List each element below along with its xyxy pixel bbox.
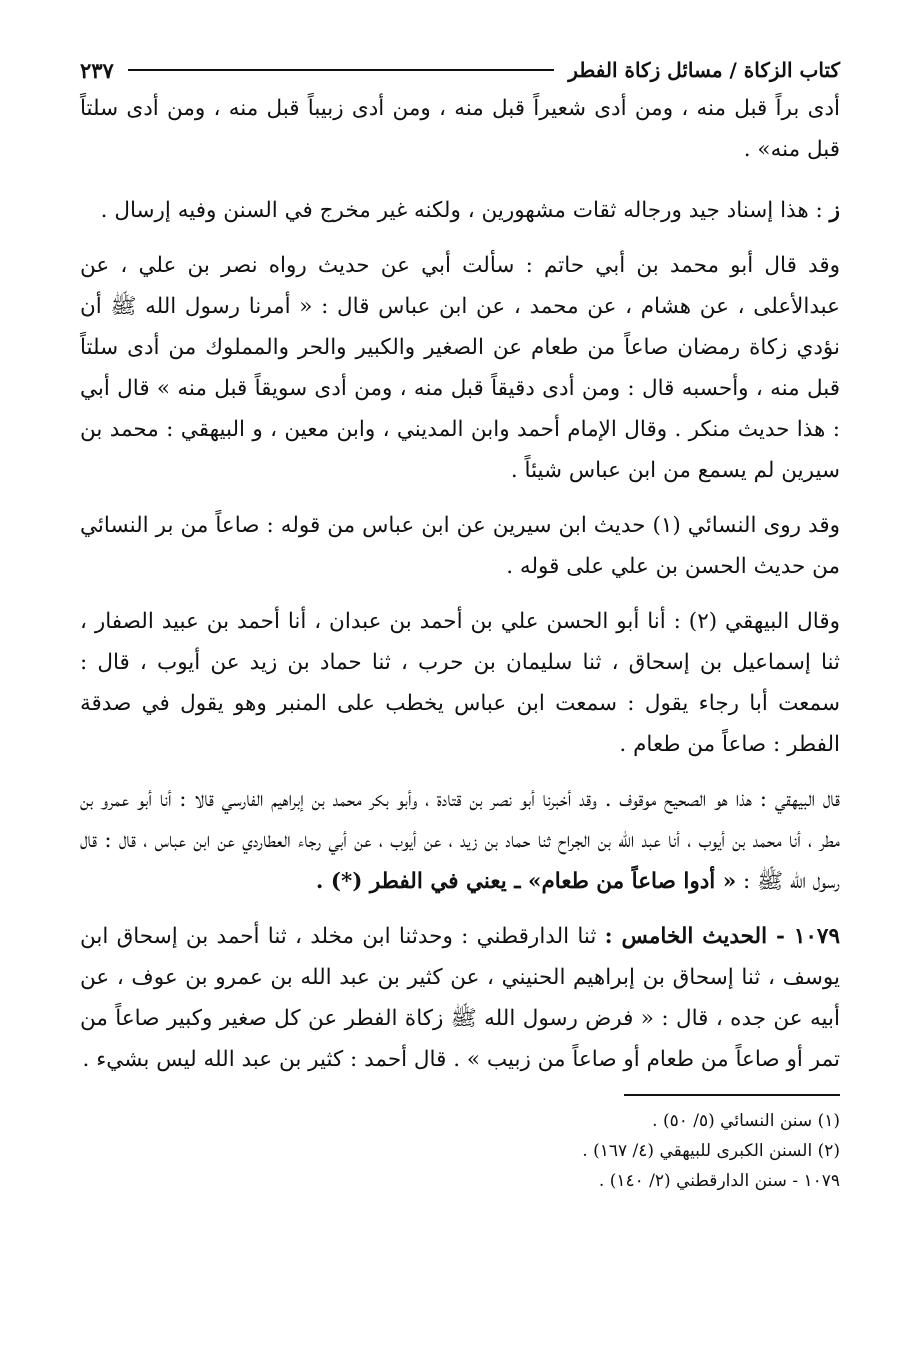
paragraph-bayhaqi-mawquf bbox=[80, 779, 840, 902]
paragraph-abu-hatim: وقد قال أبو محمد بن أبي حاتم : سألت أبي عن حديث رواه نصر بن علي ، عن عبدالأعلى ، عن هشام ، عن محمد ، عن ابن عباس قال : « أمرنا رسول الله ﷺ أن نؤدي زكاة رمضان صاعاً من طعام عن الصغير والكبير والحر والمملوك من أدى سلتاً قبل منه ، وأحسبه قال : ومن أدى دقيقاً قبل منه ، ومن أدى سويقاً قبل منه » قال أبي : هذا حديث منكر . وقال الإمام أحمد وابن المديني ، وابن معين ، و البيهقي : محمد بن سيرين لم يسمع من ابن عباس شيئاً . bbox=[80, 253, 840, 483]
hadith-text: ثنا الدارقطني : وحدثنا ابن مخلد ، ثنا أحمد بن إسحاق ابن يوسف ، ثنا إسحاق بن إبراهيم الحنيني ، عن كثير بن عبد الله بن عمرو بن عوف ، عن أبيه عن جده ، قال : « فرض رسول الله ﷺ زكاة الفطر عن كل صغير وكبير صاعاً من تمر أو صاعاً من طعام أو صاعاً من زبيب » . قال أحمد : كثير بن عبد الله ليس بشيء . bbox=[80, 924, 840, 1072]
footnote-1: (١) سنن النسائي (٥/ ٥٠) . bbox=[652, 1111, 840, 1131]
footnote-2: (٢) السنن الكبرى للبيهقي (٤/ ١٦٧) . bbox=[582, 1141, 840, 1161]
hadith-label: ١٠٧٩ - الحديث الخامس : bbox=[604, 924, 841, 949]
header-rule bbox=[128, 69, 554, 71]
bayhaqi-text: قال البيهقي : هذا هو الصحيح موقوف . وقد أخبرنا أبو نصر بن قتادة ، وأبو بكر محمد بن إبراهيم الفارسي قالا : أنا أبو عمرو بن مطر ، أنا محمد بن أيوب ، أنا عبد الله بن الجراح ثنا حماد بن زيد ، عن أيوب ، عن أبي رجاء العطاردي عن ابن عباس ، قال : قال رسول الله ﷺ : bbox=[80, 787, 840, 894]
footnote-1079: ١٠٧٩ - سنن الدارقطني (٢/ ١٤٠) . bbox=[598, 1171, 840, 1191]
paragraph-hadith-1079 bbox=[80, 916, 840, 1080]
body-text bbox=[80, 88, 840, 1080]
paragraph-commentary bbox=[80, 190, 840, 231]
header-title: كتاب الزكاة / مسائل زكاة الفطر bbox=[568, 58, 840, 82]
commentary-marker: ز bbox=[829, 198, 840, 223]
footnote-rule bbox=[624, 1094, 840, 1096]
footnotes bbox=[80, 1106, 840, 1196]
paragraph-nasai: وقد روى النسائي (١) حديث ابن سيرين عن ابن عباس من قوله : صاعاً من بر النسائي من حديث الحسن بن علي على قوله . bbox=[80, 513, 840, 579]
book-page bbox=[80, 52, 840, 1196]
paragraph-continuation: أدى براً قبل منه ، ومن أدى شعيراً قبل منه ، ومن أدى زبيباً قبل منه ، ومن أدى سلتاً قبل منه» . bbox=[80, 96, 840, 162]
commentary-text: : هذا إسناد جيد ورجاله ثقات مشهورين ، ولكنه غير مخرج في السنن وفيه إرسال . bbox=[100, 198, 823, 223]
paragraph-bayhaqi: وقال البيهقي (٢) : أنا أبو الحسن علي بن أحمد بن عبدان ، أنا أحمد بن عبيد الصفار ، ثنا إسماعيل بن إسحاق ، ثنا سليمان بن حرب ، ثنا حماد بن زيد عن أيوب ، قال : سمعت أبا رجاء يقول : سمعت ابن عباس يخطب على المنبر وهو يقول في صدقة الفطر : صاعاً من طعام . bbox=[80, 609, 840, 757]
page-number: ٢٣٧ bbox=[80, 57, 114, 83]
hadith-quote: « أدوا صاعاً من طعام» ـ يعني في الفطر (*) . bbox=[315, 869, 737, 894]
running-header bbox=[80, 52, 840, 88]
